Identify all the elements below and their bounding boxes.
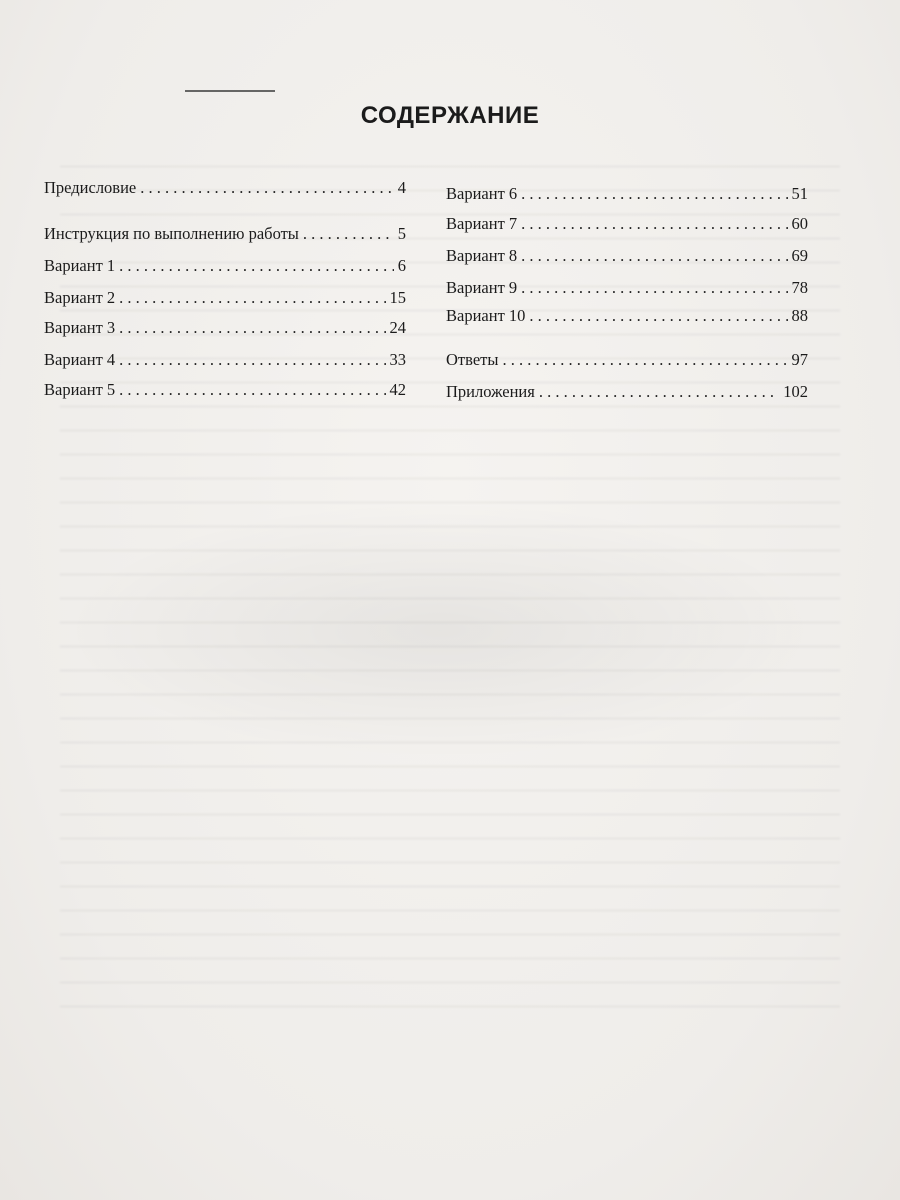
toc-entry[interactable] (44, 288, 406, 308)
toc-entry-label: Вариант 9 (446, 278, 518, 297)
toc-leader-dots (140, 178, 394, 198)
toc-leader-dots (119, 350, 385, 370)
toc-entry-page: 42 (389, 380, 406, 399)
toc-entry[interactable] (446, 350, 808, 370)
toc-leader-dots (521, 214, 787, 234)
toc-entry-label: Вариант 4 (44, 350, 116, 369)
toc-entry-page: 69 (791, 246, 808, 265)
toc-entry-page: 33 (389, 350, 406, 369)
toc-entry-label: Инструкция по выполнению работы (44, 224, 299, 243)
toc-entry-label: Вариант 3 (44, 318, 116, 337)
toc-entry-label: Вариант 1 (44, 256, 116, 275)
toc-entry-page: 88 (791, 306, 808, 325)
page-title: СОДЕРЖАНИЕ (360, 102, 540, 129)
toc-entry[interactable] (44, 256, 406, 276)
toc-entry-page: 6 (397, 256, 406, 275)
toc-entry[interactable] (44, 224, 406, 244)
toc-leader-dots (303, 224, 394, 244)
toc-leader-dots (529, 306, 787, 326)
toc-leader-dots (119, 318, 385, 338)
toc-entry[interactable] (446, 246, 808, 266)
toc-entry-page: 51 (791, 184, 808, 203)
toc-leader-dots (119, 380, 385, 400)
toc-entry-label: Вариант 7 (446, 214, 518, 233)
toc-leader-dots (539, 382, 779, 402)
toc-leader-dots (521, 184, 787, 204)
toc-entry[interactable] (44, 380, 406, 400)
toc-entry[interactable] (446, 306, 808, 326)
toc-entry-label: Предисловие (44, 178, 137, 197)
toc-entry-page: 97 (791, 350, 808, 369)
toc-entry-page: 24 (389, 318, 406, 337)
toc-entry-page: 60 (791, 214, 808, 233)
toc-entry-page: 5 (397, 224, 406, 243)
toc-entry[interactable] (446, 184, 808, 204)
toc-entry-page: 4 (397, 178, 406, 197)
toc-entry-label: Вариант 6 (446, 184, 518, 203)
toc-entry[interactable] (446, 278, 808, 298)
toc-entry-page: 15 (389, 288, 406, 307)
toc-entry[interactable] (446, 382, 808, 402)
page-shading (60, 500, 820, 760)
toc-leader-dots (521, 278, 787, 298)
toc-entry[interactable] (44, 350, 406, 370)
toc-entry[interactable] (446, 214, 808, 234)
toc-entry-label: Вариант 5 (44, 380, 116, 399)
toc-entry-label: Приложения (446, 382, 535, 401)
toc-leader-dots (521, 246, 787, 266)
toc-leader-dots (119, 288, 385, 308)
toc-entry[interactable] (44, 318, 406, 338)
toc-entry-page: 78 (791, 278, 808, 297)
toc-entry[interactable] (44, 178, 406, 198)
toc-entry-label: Вариант 8 (446, 246, 518, 265)
toc-entry-page: 102 (783, 382, 808, 401)
toc-leader-dots (502, 350, 787, 370)
toc-entry-label: Вариант 10 (446, 306, 526, 325)
toc-entry-label: Вариант 2 (44, 288, 116, 307)
toc-leader-dots (119, 256, 394, 276)
top-rule (185, 90, 275, 92)
toc-entry-label: Ответы (446, 350, 499, 369)
